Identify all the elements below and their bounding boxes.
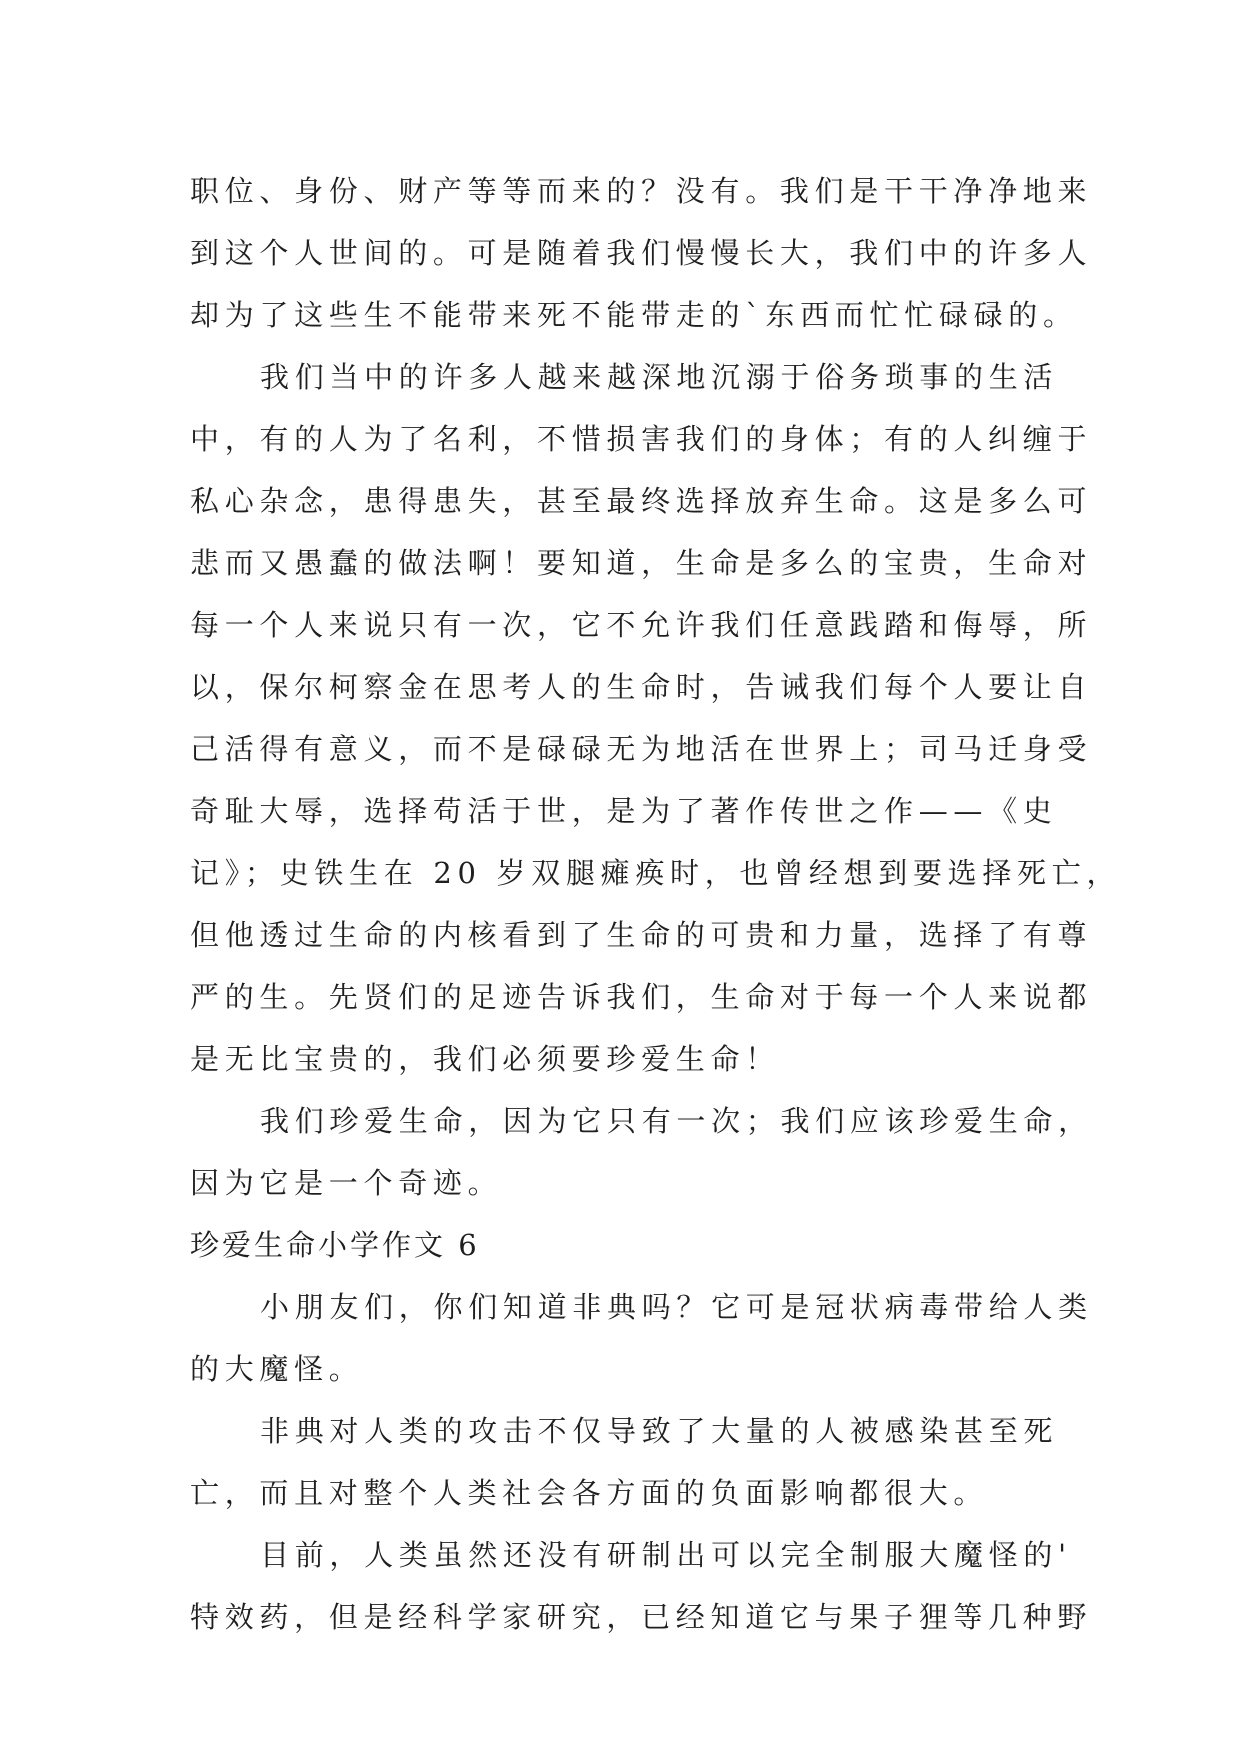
paragraph xyxy=(190,1090,1093,1214)
text-line: 因为它是一个奇迹。 xyxy=(190,1166,503,1200)
text-line: 悲而又愚蠢的做法啊！要知道，生命是多么的宝贵，生命对 xyxy=(190,546,1093,580)
text-line: 奇耻大辱，选择苟活于世，是为了著作传世之作——《史 xyxy=(190,794,1058,828)
text-line: 到这个人世间的。可是随着我们慢慢长大，我们中的许多人 xyxy=(190,236,1093,270)
text-line: 非典对人类的攻击不仅导致了大量的人被感染甚至死 xyxy=(260,1414,1059,1448)
section-title: 珍爱生命小学作文 6 xyxy=(190,1228,480,1262)
text-line: 职位、身份、财产等等而来的？没有。我们是干干净净地来 xyxy=(190,174,1093,208)
text-line: 我们珍爱生命，因为它只有一次；我们应该珍爱生命， xyxy=(260,1104,1093,1138)
text-line: 中，有的人为了名利，不惜损害我们的身体；有的人纠缠于 xyxy=(190,422,1093,456)
text-line: 以，保尔柯察金在思考人的生命时，告诫我们每个人要让自 xyxy=(190,670,1093,704)
text-line: 己活得有意义，而不是碌碌无为地活在世界上；司马迁身受 xyxy=(190,732,1093,766)
paragraph xyxy=(190,1400,1060,1524)
text-line: 特效药，但是经科学家研究，已经知道它与果子狸等几种野 xyxy=(190,1600,1093,1634)
text-line: 却为了这些生不能带来死不能带走的`东西而忙忙碌碌的。 xyxy=(190,298,1078,332)
text-line: 是无比宝贵的，我们必须要珍爱生命！ xyxy=(190,1042,780,1076)
text-line: 的大魔怪。 xyxy=(190,1352,364,1386)
text-line: 我们当中的许多人越来越深地沉溺于俗务琐事的生活 xyxy=(260,360,1059,394)
paragraph xyxy=(190,1276,1093,1400)
text-line: 亡，而且对整个人类社会各方面的负面影响都很大。 xyxy=(190,1476,989,1510)
text-line: 严的生。先贤们的足迹告诉我们，生命对于每一个人来说都 xyxy=(190,980,1093,1014)
text-line: 小朋友们，你们知道非典吗？它可是冠状病毒带给人类 xyxy=(260,1290,1093,1324)
text-line: 目前，人类虽然还没有研制出可以完全制服大魔怪的' xyxy=(260,1538,1072,1572)
text-line: 但他透过生命的内核看到了生命的可贵和力量，选择了有尊 xyxy=(190,918,1093,952)
text-line: 每一个人来说只有一次，它不允许我们任意践踏和侮辱，所 xyxy=(190,608,1093,642)
paragraph xyxy=(190,160,1093,346)
paragraph xyxy=(190,1524,1093,1648)
document-body xyxy=(190,160,1122,1648)
paragraph xyxy=(190,346,1122,1090)
text-line: 记》；史铁生在 20 岁双腿瘫痪时，也曾经想到要选择死亡， xyxy=(190,856,1122,890)
text-line: 私心杂念，患得患失，甚至最终选择放弃生命。这是多么可 xyxy=(190,484,1093,518)
